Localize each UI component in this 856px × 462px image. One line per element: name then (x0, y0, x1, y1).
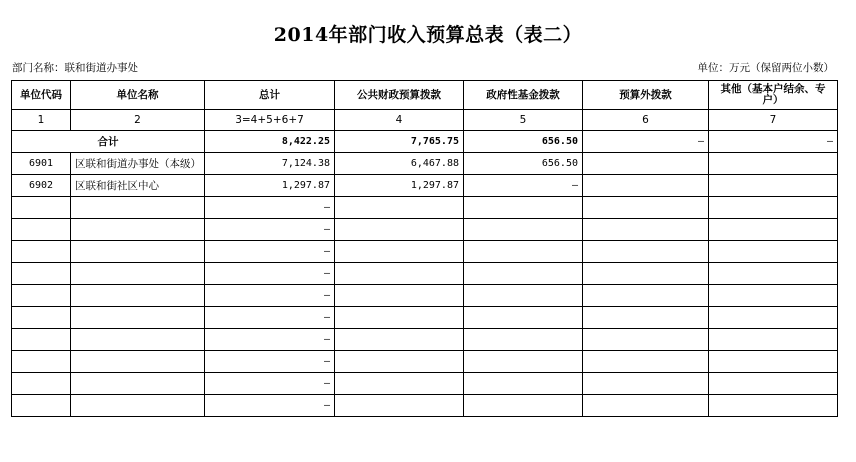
gov-fund-cell (464, 395, 583, 417)
header-row (12, 81, 838, 110)
extra-budget-cell (583, 197, 709, 219)
unit-code-cell (12, 329, 71, 351)
index-cell: 4 (335, 110, 464, 131)
index-cell: 6 (583, 110, 709, 131)
header-public-finance: 公共财政预算拨款 (335, 81, 464, 110)
header-unit-name: 单位名称 (71, 81, 205, 110)
total-other: – (709, 131, 838, 153)
index-row (12, 110, 838, 131)
extra-budget-cell (583, 263, 709, 285)
gov-fund-cell (464, 373, 583, 395)
other-cell (709, 197, 838, 219)
budget-table (11, 80, 838, 417)
gov-fund-cell (464, 263, 583, 285)
unit-code-cell: 6901 (12, 153, 71, 175)
total-cell: – (205, 395, 335, 417)
extra-budget-cell (583, 395, 709, 417)
header-total: 总计 (205, 81, 335, 110)
table-row (12, 373, 838, 395)
gov-fund-cell (464, 307, 583, 329)
table-row (12, 351, 838, 373)
unit-code-cell (12, 197, 71, 219)
unit-name-cell (71, 351, 205, 373)
header-gov-fund: 政府性基金拨款 (464, 81, 583, 110)
total-cell: – (205, 351, 335, 373)
unit-name-cell (71, 329, 205, 351)
extra-budget-cell (583, 285, 709, 307)
table-row (12, 175, 838, 197)
unit-name-cell (71, 263, 205, 285)
public-finance-cell (335, 307, 464, 329)
unit-code-cell (12, 285, 71, 307)
public-finance-cell (335, 263, 464, 285)
gov-fund-cell (464, 285, 583, 307)
other-cell (709, 241, 838, 263)
unit-name-cell (71, 219, 205, 241)
department-line (12, 60, 138, 75)
extra-budget-cell (583, 329, 709, 351)
total-cell: 1,297.87 (205, 175, 335, 197)
unit-name-cell (71, 373, 205, 395)
other-cell (709, 307, 838, 329)
table-row (12, 395, 838, 417)
public-finance-cell (335, 285, 464, 307)
public-finance-cell (335, 351, 464, 373)
gov-fund-cell: 656.50 (464, 153, 583, 175)
unit-code-cell (12, 373, 71, 395)
total-amount: 8,422.25 (205, 131, 335, 153)
other-cell (709, 351, 838, 373)
header-other: 其他（基本户结余、专户） (709, 81, 838, 110)
total-cell: – (205, 241, 335, 263)
index-cell: 5 (464, 110, 583, 131)
unit-code-cell (12, 395, 71, 417)
gov-fund-cell (464, 241, 583, 263)
total-cell: – (205, 263, 335, 285)
total-cell: – (205, 197, 335, 219)
total-extra: – (583, 131, 709, 153)
total-label: 合计 (12, 131, 205, 153)
extra-budget-cell (583, 351, 709, 373)
unit-code-cell (12, 351, 71, 373)
gov-fund-cell (464, 329, 583, 351)
page-title: 2014年部门收入预算总表（表二） (273, 24, 583, 46)
unit-code-cell (12, 219, 71, 241)
gov-fund-cell (464, 351, 583, 373)
extra-budget-cell (583, 219, 709, 241)
table-row (12, 285, 838, 307)
unit-name-cell (71, 241, 205, 263)
gov-fund-cell (464, 219, 583, 241)
header-extra-budget: 预算外拨款 (583, 81, 709, 110)
index-cell: 3=4+5+6+7 (205, 110, 335, 131)
unit-code-cell (12, 307, 71, 329)
public-finance-cell (335, 373, 464, 395)
extra-budget-cell (583, 373, 709, 395)
table-row (12, 263, 838, 285)
unit-code-cell: 6902 (12, 175, 71, 197)
other-cell (709, 263, 838, 285)
extra-budget-cell (583, 241, 709, 263)
unit-name-cell (71, 395, 205, 417)
total-cell: – (205, 219, 335, 241)
unit-name-cell (71, 285, 205, 307)
total-cell: – (205, 373, 335, 395)
total-cell: – (205, 329, 335, 351)
public-finance-cell (335, 329, 464, 351)
unit-code-cell (12, 241, 71, 263)
total-cell: – (205, 307, 335, 329)
table-row (12, 329, 838, 351)
unit-code-cell (12, 263, 71, 285)
public-finance-cell: 1,297.87 (335, 175, 464, 197)
index-cell: 1 (12, 110, 71, 131)
extra-budget-cell (583, 153, 709, 175)
table-row (12, 219, 838, 241)
public-finance-cell: 6,467.88 (335, 153, 464, 175)
unit-note: 单位：万元（保留两位小数） (697, 62, 834, 74)
public-finance-cell (335, 241, 464, 263)
public-finance-cell (335, 219, 464, 241)
other-cell (709, 175, 838, 197)
total-fund: 656.50 (464, 131, 583, 153)
unit-name-cell: 区联和街道办事处（本级） (71, 153, 205, 175)
other-cell (709, 395, 838, 417)
unit-name-cell (71, 307, 205, 329)
table-row (12, 153, 838, 175)
extra-budget-cell (583, 175, 709, 197)
header-unit-code: 单位代码 (12, 81, 71, 110)
other-cell (709, 285, 838, 307)
other-cell (709, 329, 838, 351)
department-label: 部门名称： (12, 62, 65, 74)
total-cell: 7,124.38 (205, 153, 335, 175)
other-cell (709, 153, 838, 175)
other-cell (709, 219, 838, 241)
department-name: 联和街道办事处 (64, 62, 138, 74)
total-cell: – (205, 285, 335, 307)
gov-fund-cell (464, 197, 583, 219)
extra-budget-cell (583, 307, 709, 329)
table-row (12, 241, 838, 263)
total-row (12, 131, 838, 153)
unit-name-cell (71, 197, 205, 219)
table-row (12, 307, 838, 329)
index-cell: 7 (709, 110, 838, 131)
total-public: 7,765.75 (335, 131, 464, 153)
other-cell (709, 373, 838, 395)
public-finance-cell (335, 395, 464, 417)
table-row (12, 197, 838, 219)
index-cell: 2 (71, 110, 205, 131)
unit-name-cell: 区联和街社区中心 (71, 175, 205, 197)
public-finance-cell (335, 197, 464, 219)
gov-fund-cell: – (464, 175, 583, 197)
